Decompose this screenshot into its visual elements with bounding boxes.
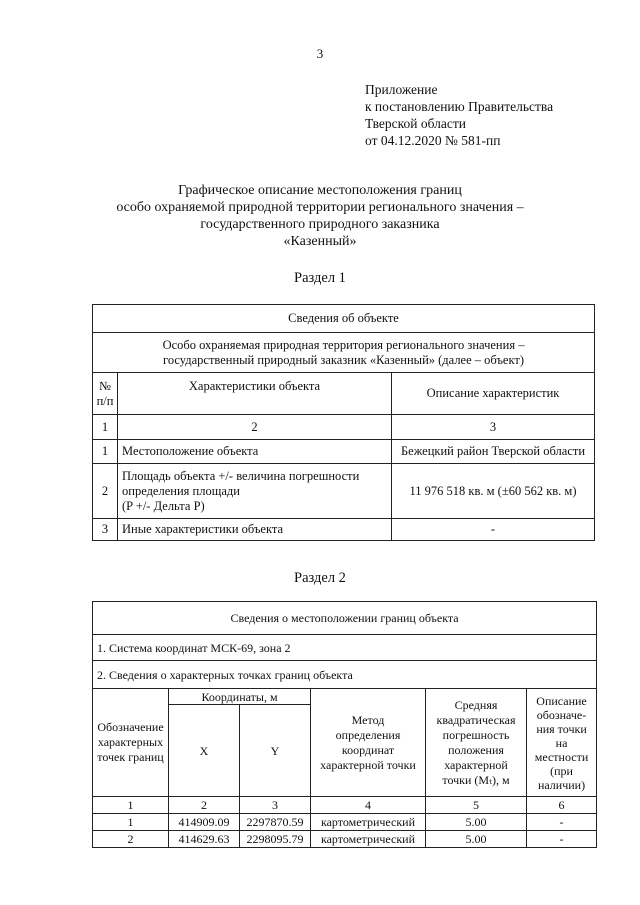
header-line: погрешность (442, 727, 510, 742)
page-number: 3 (316, 46, 324, 61)
row-characteristic: Местоположение объекта (118, 440, 392, 464)
table-row (93, 519, 595, 541)
header-line: на (555, 735, 568, 750)
header-y: Y (240, 705, 311, 797)
row-characteristic-line: определения площади (122, 483, 240, 498)
header-line: (при (550, 763, 573, 778)
point-description: - (527, 814, 597, 831)
appendix-block (365, 81, 553, 149)
object-info-table (92, 304, 595, 541)
header-point (93, 689, 169, 797)
header-line: наличии) (537, 777, 586, 792)
index-cell: 1 (93, 415, 118, 440)
table-row (93, 814, 597, 831)
appendix-line: Приложение (365, 82, 438, 97)
header-num-line: п/п (96, 393, 114, 408)
header-line: точек границ (97, 750, 164, 764)
index-cell: 3 (240, 797, 311, 814)
point-x: 414629.63 (169, 831, 240, 848)
index-cell: 3 (392, 415, 595, 440)
header-line: Описание (536, 693, 587, 708)
header-line: ния точки (536, 721, 587, 736)
header-description: Описание характеристик (392, 373, 595, 415)
point-y: 2298095.79 (240, 831, 311, 848)
row-characteristic: Иные характеристики объекта (118, 519, 392, 541)
header-line: Метод (351, 712, 385, 727)
object-description (93, 333, 595, 373)
point-x: 414909.09 (169, 814, 240, 831)
appendix-line: к постановлению Правительства (365, 99, 554, 114)
appendix-date: от 04.12.2020 № 581-пп (365, 133, 501, 148)
header-line: обозначе- (536, 707, 587, 722)
boundary-table (92, 601, 597, 848)
title-line: государственного природного заказника (200, 217, 440, 232)
point-error: 5.00 (426, 831, 527, 848)
table-row (93, 464, 595, 519)
section2-heading: Раздел 2 (294, 570, 346, 586)
header-coordinates: Координаты, м (169, 689, 311, 705)
title-line: «Казенный» (283, 234, 357, 249)
document-title (60, 182, 580, 250)
point-id: 1 (93, 814, 169, 831)
header-error (426, 689, 527, 797)
index-cell: 5 (426, 797, 527, 814)
point-method: картометрический (311, 831, 426, 848)
point-description: - (527, 831, 597, 848)
header-line: Средняя (454, 697, 498, 712)
table-title: Сведения о местоположении границ объекта (93, 602, 597, 635)
table-row (93, 440, 595, 464)
point-y: 2297870.59 (240, 814, 311, 831)
title-line: Графическое описание местоположения границ (178, 183, 462, 198)
coordinate-system: 1. Система координат МСК-69, зона 2 (93, 635, 597, 661)
row-description: Бежецкий район Тверской области (392, 440, 595, 464)
row-num: 3 (93, 519, 118, 541)
row-num: 1 (93, 440, 118, 464)
row-characteristic (118, 464, 392, 519)
header-line: координат (341, 742, 395, 757)
header-line: характерных (97, 735, 164, 749)
row-characteristic-line: Площадь объекта +/- величина погрешности (122, 468, 360, 483)
table-row (93, 831, 597, 848)
object-line: Особо охраняемая природная территория регионального значения – (162, 337, 525, 352)
table-title: Сведения об объекте (93, 305, 595, 333)
point-error: 5.00 (426, 814, 527, 831)
header-line: местности (534, 749, 589, 764)
appendix-line: Тверской области (365, 116, 466, 131)
row-description: 11 976 518 кв. м (±60 562 кв. м) (392, 464, 595, 519)
header-num (93, 373, 118, 415)
row-characteristic-line: (P +/- Дельта P) (122, 498, 205, 513)
point-id: 2 (93, 831, 169, 848)
index-cell: 4 (311, 797, 426, 814)
header-line: характерной (444, 757, 508, 772)
point-method: картометрический (311, 814, 426, 831)
header-characteristic: Характеристики объекта (118, 373, 392, 415)
header-line: Обозначение (97, 720, 164, 734)
header-line: точки (Mₜ), м (442, 772, 510, 787)
title-line: особо охраняемой природной территории регионального значения – (116, 200, 524, 215)
header-method (311, 689, 426, 797)
header-line: определения (335, 727, 401, 742)
section1-heading: Раздел 1 (294, 270, 346, 286)
header-line: квадратическая (436, 712, 516, 727)
index-cell: 6 (527, 797, 597, 814)
header-point-description (527, 689, 597, 797)
points-title: 2. Сведения о характерных точках границ объекта (93, 661, 597, 689)
index-cell: 2 (118, 415, 392, 440)
header-line: характерной точки (320, 757, 416, 772)
header-x: X (169, 705, 240, 797)
row-num: 2 (93, 464, 118, 519)
index-cell: 2 (169, 797, 240, 814)
index-cell: 1 (93, 797, 169, 814)
header-line: положения (448, 742, 504, 757)
object-line: государственный природный заказник «Казенный» (далее – объект) (163, 352, 524, 367)
header-num-line: № (99, 378, 111, 393)
row-description: - (392, 519, 595, 541)
